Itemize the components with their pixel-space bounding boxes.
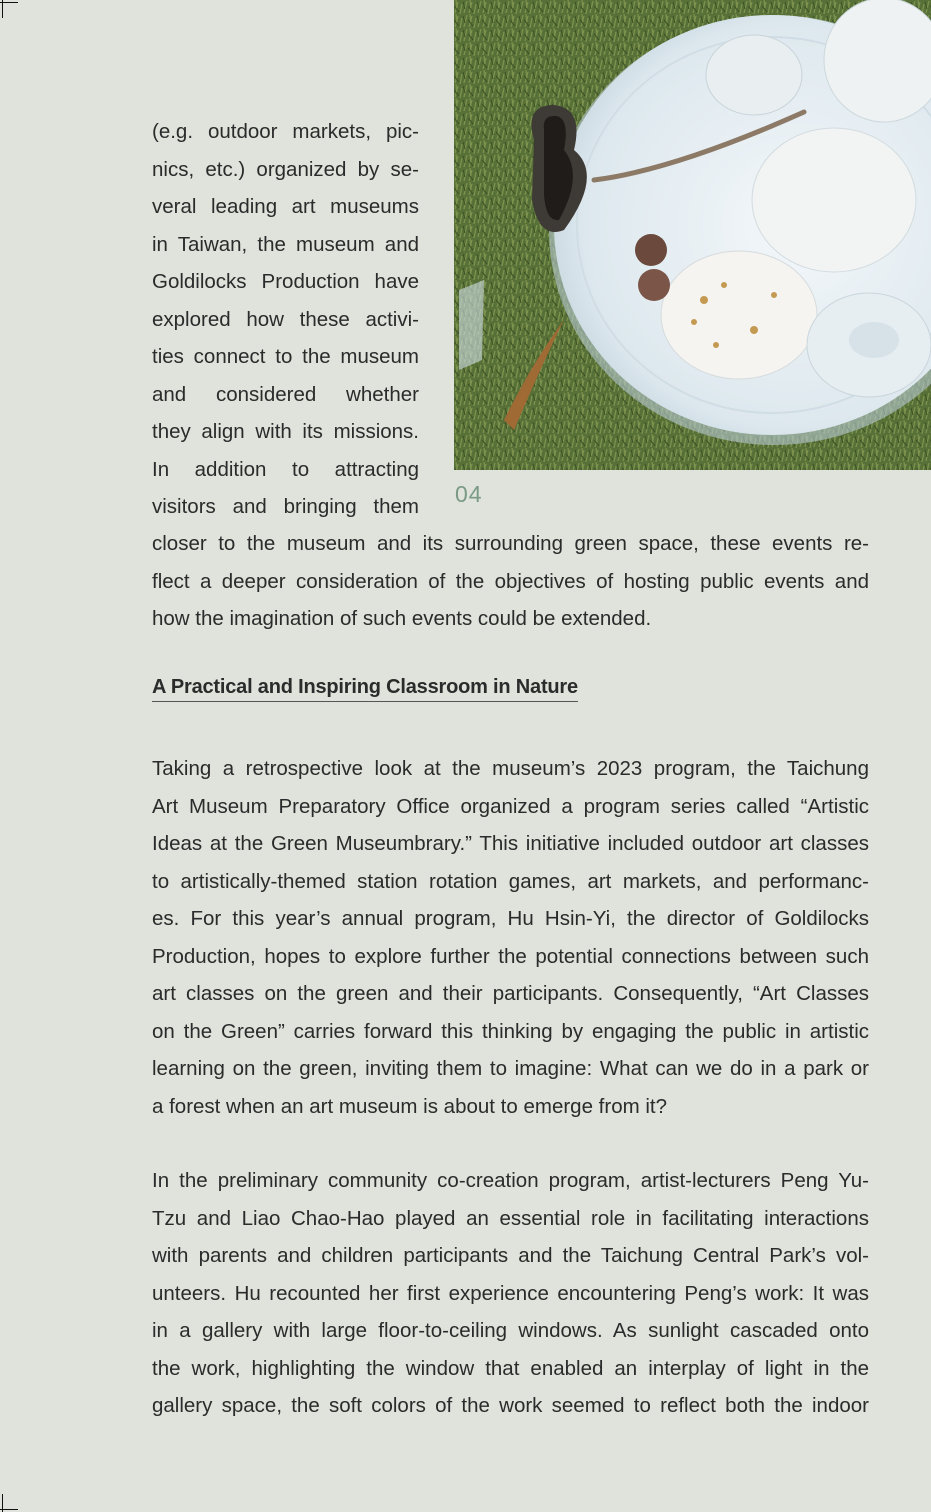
text-line: Goldilocks Production have	[152, 270, 419, 293]
paragraph-community	[152, 1162, 869, 1425]
text-line: art classes on the green and their participants. Consequently, “Art Classes	[152, 982, 869, 1005]
photo-clay-plate-on-grass	[454, 0, 931, 470]
text-line: unteers. Hu recounted her first experience encountering Peng’s work: It was	[152, 1281, 869, 1305]
text-line: with parents and children participants and the Taichung Central Park’s vol-	[152, 1244, 869, 1267]
text-line: the work, highlighting the window that enabled an interplay of light in the	[152, 1356, 869, 1380]
crop-mark	[2, 0, 3, 18]
text-line: (e.g. outdoor markets, pic-	[152, 120, 419, 143]
text-line: es. For this year’s annual program, Hu Hsin-Yi, the director of Goldilocks	[152, 907, 869, 930]
text-line: ties connect to the museum	[152, 345, 419, 368]
text-line: Tzu and Liao Chao-Hao played an essential role in facilitating interactions	[152, 1206, 869, 1230]
text-line: gallery space, the soft colors of the work seemed to reflect both the indoor	[152, 1394, 869, 1417]
text-line: a forest when an art museum is about to emerge from it?	[152, 1094, 668, 1118]
figure-caption: 04	[455, 481, 483, 507]
text-line: explored how these activi-	[152, 307, 419, 331]
paragraph-program	[152, 750, 869, 1125]
text-line: visitors and bringing them	[152, 495, 419, 518]
text-line: closer to the museum and its surrounding green space, these events re-	[152, 532, 869, 555]
section-heading: A Practical and Inspiring Classroom in Nature	[152, 676, 578, 702]
paragraph-continuation	[152, 525, 869, 638]
text-line: flect a deeper consideration of the objectives of hosting public events and	[152, 569, 869, 593]
text-line: in a gallery with large floor-to-ceiling windows. As sunlight cascaded onto	[152, 1319, 869, 1342]
text-line: In addition to attracting	[152, 457, 419, 481]
text-line: in Taiwan, the museum and	[152, 232, 419, 256]
text-line: veral leading art museums	[152, 195, 419, 218]
text-line: learning on the green, inviting them to imagine: What can we do in a park or	[152, 1057, 869, 1080]
text-line: to artistically-themed station rotation games, art markets, and performanc-	[152, 869, 869, 893]
text-line: Ideas at the Green Museumbrary.” This initiative included outdoor art classes	[152, 832, 869, 855]
text-line: they align with its missions.	[152, 420, 419, 443]
text-line: how the imagination of such events could be extended.	[152, 607, 652, 630]
text-line: In the preliminary community co-creation program, artist-lecturers Peng Yu-	[152, 1169, 869, 1192]
left-text-column	[152, 113, 419, 526]
text-line: Art Museum Preparatory Office organized a program series called “Artistic	[152, 794, 869, 818]
text-line: Production, hopes to explore further the potential connections between such	[152, 944, 869, 968]
text-line: Taking a retrospective look at the museum’s 2023 program, the Taichung	[152, 757, 869, 780]
crop-mark	[2, 1494, 3, 1512]
text-line: nics, etc.) organized by se-	[152, 157, 419, 181]
text-line: on the Green” carries forward this thinking by engaging the public in artistic	[152, 1019, 869, 1043]
text-line: and considered whether	[152, 382, 419, 406]
